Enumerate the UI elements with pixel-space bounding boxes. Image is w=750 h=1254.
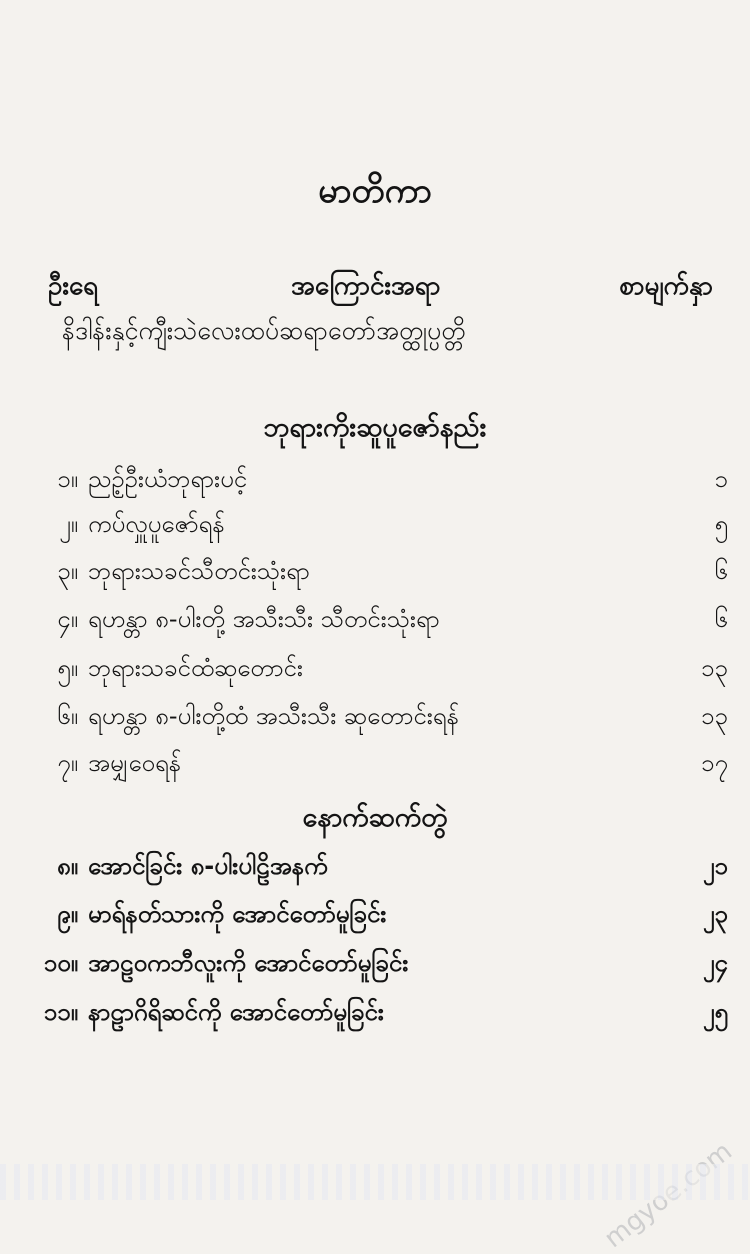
entry-title: မာရ်နတ်သားကို အောင်တော်မူခြင်း [88,900,387,928]
section-heading-appendix: နောက်ဆက်တွဲ [302,802,448,833]
toc-entry [0,947,750,991]
entry-title: ညဥ့်ဦးယံဘုရားပင့် [88,465,248,493]
column-header-subject: အကြောင်းအရာ [291,271,441,301]
entry-page: ၆ [714,557,728,585]
toc-entry [0,555,750,599]
toc-entry [0,747,750,791]
page-title: မာတိကာ [318,171,432,211]
entry-page: ၆ [714,605,728,633]
entry-page: ၁၃ [701,654,728,682]
entry-title: နာဠာဂိရိဆင်ကို အောင်တော်မူခြင်း [88,998,384,1026]
entry-title: အာဠဝကဘီလူးကို အောင်တော်မူခြင်း [88,949,409,977]
toc-entry [0,463,750,507]
entry-number: ၉။ [57,900,78,928]
entry-number: ၁၀။ [43,949,78,977]
entry-number: ၇။ [57,749,78,777]
toc-entry [0,508,750,552]
toc-entry [0,898,750,942]
entry-number: ၂။ [58,510,78,538]
entry-title: အောင်ခြင်း ၈-ပါးပါဠိအနက် [88,852,328,880]
entry-page: ၂၃ [702,900,728,928]
entry-number: ၃။ [57,557,78,585]
entry-page: ၅ [714,510,728,538]
entry-number: ၆။ [57,702,78,730]
entry-page: ၂၁ [702,852,728,880]
entry-number: ၈။ [57,852,78,880]
toc-entry [0,996,750,1040]
toc-entry [0,652,750,696]
entry-title: ရဟန္တာ ၈-ပါးတို့ အသီးသီး သီတင်းသုံးရာ [88,605,440,633]
column-header-number: ဦးရေ [48,271,99,301]
entry-page: ၂၄ [702,949,728,977]
entry-title: ကပ်လှူပူဇော်ရန် [88,510,225,538]
toc-entry [0,603,750,647]
entry-number: ၄။ [57,605,78,633]
toc-entry [0,850,750,894]
entry-title: ဘုရားသခင်သီတင်းသုံးရာ [88,557,310,585]
entry-page: ၂၅ [702,998,728,1026]
entry-title: ဘုရားသခင်ထံဆုတောင်း [88,654,303,682]
introduction-line: နိဒါန်းနှင့်ကျီးသဲလေးထပ်ဆရာတော်အတ္ထုပ္ပတ္တိ [62,316,466,345]
section-heading-worship: ဘုရားကိုးဆူပူဇော်နည်း [263,412,487,443]
scan-edge-noise [0,1164,750,1200]
entry-page: ၁၇ [701,749,728,777]
entry-number: ၁၁။ [43,998,78,1026]
entry-number: ၅။ [57,654,78,682]
entry-page: ၁၃ [701,702,728,730]
entry-title: ရဟန္တာ ၈-ပါးတို့ထံ အသီးသီး ဆုတောင်းရန် [88,702,459,730]
entry-page: ၁ [714,465,728,493]
entry-title: အမျှဝေရန် [88,749,182,777]
toc-entry [0,700,750,744]
column-header-page: စာမျက်နှာ [619,271,713,301]
entry-number: ၁။ [57,465,78,493]
